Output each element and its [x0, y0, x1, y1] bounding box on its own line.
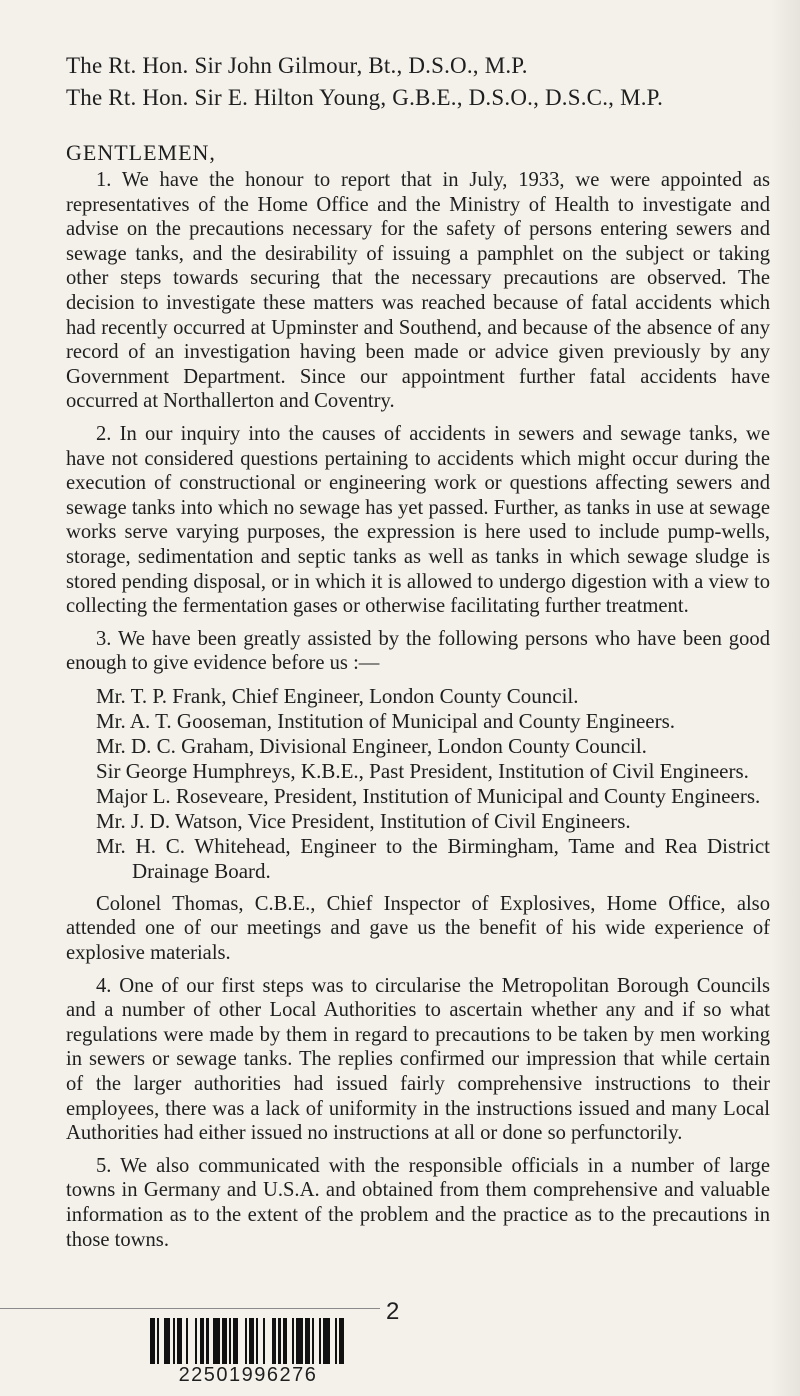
- page-number: 2: [386, 1298, 400, 1325]
- barcode-number: 22501996276: [178, 1364, 318, 1386]
- witness-item: Mr. H. C. Whitehead, Engineer to the Birmingham, Tame and Rea District Drainage Board.: [96, 833, 770, 883]
- address-block: [66, 50, 766, 114]
- barcode-bar: [265, 1318, 272, 1364]
- barcode-bar: [238, 1318, 245, 1364]
- report-body: [66, 168, 770, 1260]
- witness-list: [66, 684, 770, 884]
- paragraph-2: 2. In our inquiry into the causes of accidents in sewers and sewage tanks, we have not considered questions pertaining to accidents which might occur during the execution of constructional or engineering work or questions affecting sewers and sewage tanks into which no sewage has yet passed. Further, as tanks in use at sewage works serve varying purposes, the expression is here used to include pump-wells, storage, sedimentation and septic tanks as well as tanks in which sewage sludge is stored pending disposal, or in which it is allowed to undergo digestion with a view to collecting the fermentation gases or otherwise facilitating further treatment.: [66, 422, 770, 618]
- witness-item: Mr. D. C. Graham, Divisional Engineer, London County Council.: [96, 733, 647, 758]
- barcode-bar: [213, 1318, 220, 1364]
- addressee-2: The Rt. Hon. Sir E. Hilton Young, G.B.E., D.S.O., D.S.C., M.P.: [66, 85, 664, 110]
- witness-item: Mr. J. D. Watson, Vice President, Institution of Civil Engineers.: [96, 808, 631, 833]
- witness-item: Major L. Roseveare, President, Institution of Municipal and County Engineers.: [96, 783, 761, 808]
- paragraph-3-colonel: Colonel Thomas, C.B.E., Chief Inspector of Explosives, Home Office, also attended one of our meetings and gave us the benefit of his wide experience of explosive materials.: [66, 892, 770, 965]
- barcode-bar: [296, 1318, 303, 1364]
- barcode: [150, 1318, 346, 1364]
- paragraph-4: 4. One of our first steps was to circularise the Metropolitan Borough Councils and a number of other Local Authorities to ascertain whether any and if so what regulations were made by them in regard to precautions to be taken by men working in sewers or sewage tanks. The replies confirmed our impression that while certain of the larger authorities had issued fairly comprehensive instructions to their employees, there was a lack of uniformity in the instructions issued and many Local Authorities had either issued no instructions at all or done so perfunctorily.: [66, 974, 770, 1145]
- addressee-1: The Rt. Hon. Sir John Gilmour, Bt., D.S.O., M.P.: [66, 53, 528, 78]
- paragraph-5: 5. We also communicated with the responsible officials in a number of large towns in Germany and U.S.A. and obtained from them comprehensive and valuable information as to the extent of the problem and the practice as to the precautions in those towns.: [66, 1154, 770, 1251]
- barcode-bar: [323, 1318, 330, 1364]
- scan-edge-shadow: [770, 0, 800, 1396]
- barcode-bar: [164, 1318, 171, 1364]
- witness-item: Mr. T. P. Frank, Chief Engineer, London County Council.: [96, 683, 579, 708]
- paragraph-1: 1. We have the honour to report that in July, 1933, we were appointed as representatives of the Home Office and the Ministry of Health to investigate and advise on the precautions necessary for the safety of persons entering sewers and sewage tanks, and the desirability of issuing a pamphlet on the subject or taking other steps towards securing that the necessary precautions are observed. The decision to investigate these matters was reached because of fatal accidents which had recently occurred at Upminster and Southend, and because of the absence of any record of an investigation having been made or advice given previously by any Government Department. Since our appointment further fatal accidents have occurred at Northallerton and Coventry.: [66, 169, 770, 413]
- barcode-bar: [188, 1318, 195, 1364]
- witness-item: Sir George Humphreys, K.B.E., Past President, Institution of Civil Engineers.: [96, 758, 749, 783]
- footer-rule: [0, 1308, 380, 1309]
- salutation: GENTLEMEN,: [66, 140, 216, 165]
- paragraph-3: 3. We have been greatly assisted by the following persons who have been good enough to give evidence before us :—: [66, 627, 770, 675]
- witness-item: Mr. A. T. Gooseman, Institution of Municipal and County Engineers.: [96, 708, 675, 733]
- barcode-bar: [344, 1318, 346, 1364]
